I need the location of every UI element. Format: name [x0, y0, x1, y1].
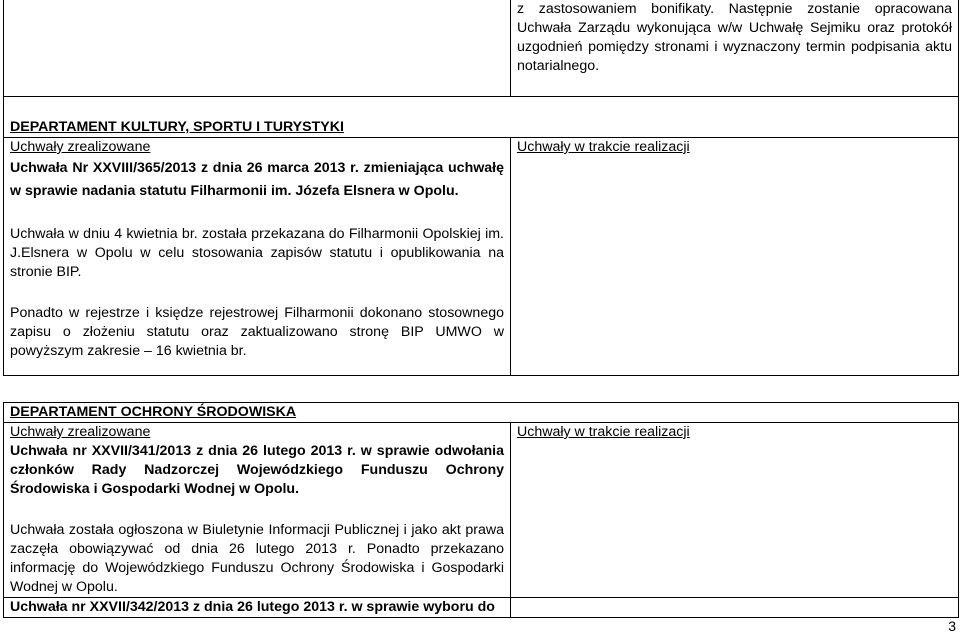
- realized-label: Uchwały zrealizowane: [10, 424, 151, 440]
- table-continuation: [3, 0, 959, 120]
- in-progress-label: Uchwały w trakcie realizacji: [517, 139, 690, 155]
- resolution-paragraph-1: Uchwała została ogłoszona w Biuletynie Informacji Publicznej i jako akt prawa zaczęła obowiązywać od dnia 26 lutego 2013 r. Ponadto przekazano informację do Wojewódzkiego Funduszu Ochrony Środowiska i Gospodarki Wodnej w Opolu.: [10, 522, 504, 595]
- table-culture: [3, 118, 959, 376]
- resolution-2-title: Uchwała nr XXVII/342/2013 z dnia 26 lutego 2013 r. w sprawie wyboru do: [10, 599, 495, 615]
- department-heading-environment: [4, 403, 959, 423]
- resolution-title: Uchwała Nr XXVIII/365/2013 z dnia 26 marca 2013 r. zmieniająca uchwałę w sprawie nadania statutu Filharmonii im. Józefa Elsnera w Opolu.: [10, 160, 504, 199]
- resolution-paragraph-1: Uchwała w dniu 4 kwietnia br. została przekazana do Filharmonii Opolskiej im. J.Elsnera w Opolu w celu stosowania zapisów statutu i opublikowania na stronie BIP.: [10, 226, 504, 280]
- realized-label: Uchwały zrealizowane: [10, 139, 151, 155]
- department-title: DEPARTAMENT OCHRONY ŚRODOWISKA: [10, 404, 297, 420]
- spacer-row: [4, 97, 959, 121]
- empty-cell: [4, 0, 511, 97]
- empty-cell: [511, 598, 959, 618]
- continuation-text: z zastosowaniem bonifikaty. Następnie zostanie opracowana Uchwała Zarządu wykonująca w/w Uchwałę Sejmiku oraz protokół uzgodnień pomiędzy stronami i wyznaczony termin podpisania aktu notarialnego.: [511, 0, 959, 97]
- realized-cell: [4, 423, 511, 598]
- table-environment: [3, 402, 959, 618]
- in-progress-cell: [511, 138, 959, 376]
- department-title: DEPARTAMENT KULTURY, SPORTU I TURYSTYKI: [10, 119, 344, 135]
- in-progress-label: Uchwały w trakcie realizacji: [517, 424, 690, 440]
- resolution-paragraph-2: Ponadto w rejestrze i księdze rejestrowej Filharmonii dokonano stosownego zapisu o złożeniu statutu oraz zaktualizowano stronę BIP UMWO w powyższym zakresie – 16 kwietnia br.: [10, 305, 504, 359]
- department-heading-culture: [4, 118, 959, 138]
- resolution-2-cell: [4, 598, 511, 618]
- resolution-title: Uchwała nr XXVII/341/2013 z dnia 26 lutego 2013 r. w sprawie odwołania członków Rady Nadzorczej Wojewódzkiego Funduszu Ochrony Środowiska i Gospodarki Wodnej w Opolu.: [10, 443, 504, 497]
- in-progress-cell: [511, 423, 959, 598]
- realized-cell: [4, 138, 511, 376]
- page-number: 3: [948, 618, 956, 634]
